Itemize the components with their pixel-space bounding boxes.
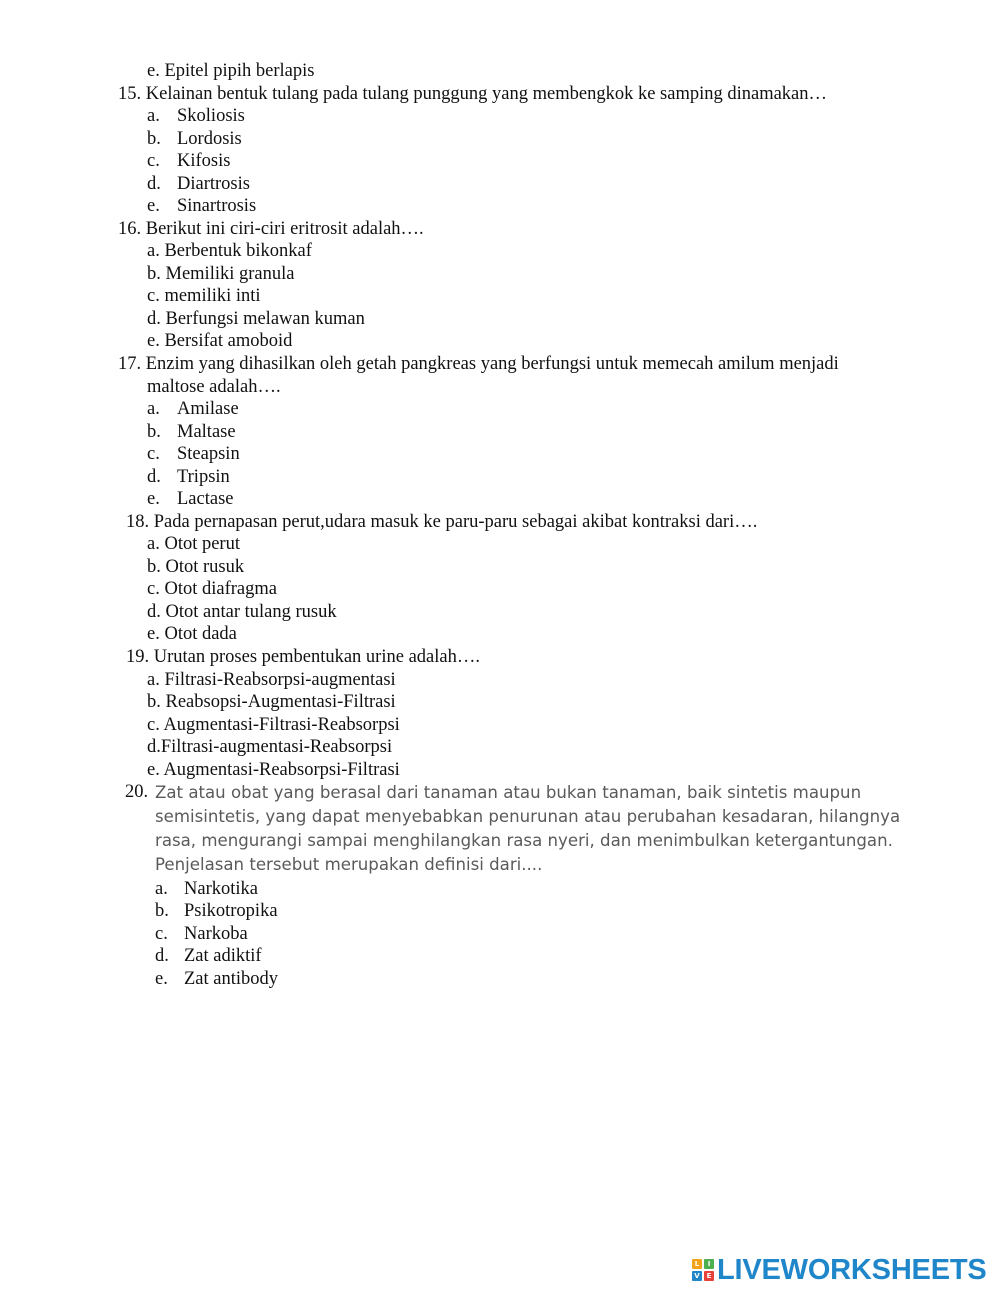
option-label: b.: [147, 422, 161, 442]
option-label: c.: [147, 444, 160, 464]
line-text: a. Berbentuk bikonkaf: [147, 241, 312, 261]
option-line: [147, 398, 239, 420]
option-line: [147, 150, 230, 172]
text-line: [147, 308, 365, 330]
option-label: d.: [147, 174, 161, 194]
option-text: Psikotropika: [184, 901, 278, 921]
line-text: e. Augmentasi-Reabsorpsi-Filtrasi: [147, 760, 400, 780]
option-line: [147, 173, 250, 195]
option-label: e.: [147, 196, 160, 216]
option-line: [147, 443, 240, 465]
option-line: [155, 968, 278, 990]
line-text: b. Otot rusuk: [147, 557, 245, 577]
option-text: Sinartrosis: [177, 196, 257, 216]
line-text: Penjelasan tersebut merupakan definisi dari....: [155, 855, 543, 874]
text-line: [118, 83, 827, 105]
option-label: a.: [155, 879, 168, 899]
logo-block-e: E: [704, 1271, 714, 1281]
option-text: Amilase: [177, 399, 239, 419]
text-line: [126, 511, 757, 533]
text-line: [147, 240, 312, 262]
line-text: maltose adalah….: [147, 377, 281, 397]
text-line: [118, 218, 424, 240]
logo-block-v: V: [692, 1271, 702, 1281]
option-label: c.: [155, 924, 168, 944]
text-line: [118, 353, 839, 375]
line-text: e. Epitel pipih berlapis: [147, 61, 315, 81]
option-label: a.: [147, 399, 160, 419]
option-line: [155, 900, 278, 922]
liveworksheets-logo[interactable]: [692, 1252, 987, 1288]
line-text: 17. Enzim yang dihasilkan oleh getah pangkreas yang berfungsi untuk memecah amilum menjadi: [118, 354, 839, 374]
option-text: Steapsin: [177, 444, 240, 464]
text-line: [147, 669, 396, 691]
option-text: Diartrosis: [177, 174, 250, 194]
line-text: e. Otot dada: [147, 624, 237, 644]
option-line: [155, 945, 262, 967]
line-text: c. Otot diafragma: [147, 579, 277, 599]
text-line: [147, 578, 277, 600]
line-text: a. Filtrasi-Reabsorpsi-augmentasi: [147, 670, 396, 690]
text-line: [155, 853, 542, 877]
line-text: 18. Pada pernapasan perut,udara masuk ke paru-paru sebagai akibat kontraksi dari….: [126, 512, 758, 532]
line-text: a. Otot perut: [147, 534, 240, 554]
line-text: d. Berfungsi melawan kuman: [147, 309, 365, 329]
option-text: Narkotika: [184, 879, 258, 899]
line-text: 16. Berikut ini ciri-ciri eritrosit adalah….: [118, 219, 424, 239]
option-label: b.: [147, 129, 161, 149]
option-label: a.: [147, 106, 160, 126]
text-line: [147, 376, 281, 398]
text-line: [147, 285, 261, 307]
line-text: 15. Kelainan bentuk tulang pada tulang punggung yang membengkok ke samping dinamakan…: [118, 84, 828, 104]
option-label: d.: [155, 946, 169, 966]
option-text: Maltase: [177, 422, 236, 442]
text-line: [155, 781, 861, 805]
line-text: Zat atau obat yang berasal dari tanaman atau bukan tanaman, baik sintetis maupun: [155, 783, 862, 802]
line-text: d. Otot antar tulang rusuk: [147, 602, 337, 622]
line-text: b. Memiliki granula: [147, 264, 295, 284]
option-line: [147, 421, 236, 443]
option-text: Zat antibody: [184, 969, 279, 989]
text-line: [147, 556, 244, 578]
option-text: Lactase: [177, 489, 234, 509]
logo-text: LIVEWORKSHEETS: [717, 1253, 987, 1286]
option-line: [155, 923, 248, 945]
text-line: [147, 330, 292, 352]
text-line: [147, 263, 294, 285]
option-text: Skoliosis: [177, 106, 245, 126]
line-text: 20.: [125, 782, 149, 802]
option-label: e.: [147, 489, 160, 509]
text-line: [147, 601, 337, 623]
line-text: c. memiliki inti: [147, 286, 261, 306]
text-line: [125, 781, 148, 803]
option-line: [147, 128, 242, 150]
option-text: Narkoba: [184, 924, 248, 944]
option-line: [147, 195, 256, 217]
option-label: d.: [147, 467, 161, 487]
text-line: [147, 60, 315, 82]
option-text: Zat adiktif: [184, 946, 262, 966]
line-text: c. Augmentasi-Filtrasi-Reabsorpsi: [147, 715, 400, 735]
line-text: semisintetis, yang dapat menyebabkan penurunan atau perubahan kesadaran, hilangnya: [155, 807, 901, 826]
logo-block-i: I: [704, 1259, 714, 1269]
logo-block-l: L: [692, 1259, 702, 1269]
option-line: [147, 466, 230, 488]
option-text: Kifosis: [177, 151, 231, 171]
text-line: [147, 623, 237, 645]
line-text: e. Bersifat amoboid: [147, 331, 293, 351]
text-line: [147, 736, 392, 758]
line-text: rasa, mengurangi sampai menghilangkan rasa nyeri, dan menimbulkan ketergantungan.: [155, 831, 893, 850]
text-line: [147, 533, 240, 555]
text-line: [126, 646, 480, 668]
text-line: [147, 691, 396, 713]
text-line: [147, 714, 400, 736]
line-text: b. Reabsopsi-Augmentasi-Filtrasi: [147, 692, 396, 712]
option-line: [147, 105, 245, 127]
option-text: Lordosis: [177, 129, 242, 149]
text-line: [147, 759, 400, 781]
option-label: b.: [155, 901, 169, 921]
option-label: e.: [155, 969, 168, 989]
option-line: [155, 878, 258, 900]
line-text: d.Filtrasi-augmentasi-Reabsorpsi: [147, 737, 393, 757]
option-text: Tripsin: [177, 467, 230, 487]
logo-blocks-icon: [692, 1259, 714, 1281]
line-text: 19. Urutan proses pembentukan urine adalah….: [126, 647, 480, 667]
text-line: [155, 829, 893, 853]
option-label: c.: [147, 151, 160, 171]
text-line: [155, 805, 900, 829]
option-line: [147, 488, 234, 510]
